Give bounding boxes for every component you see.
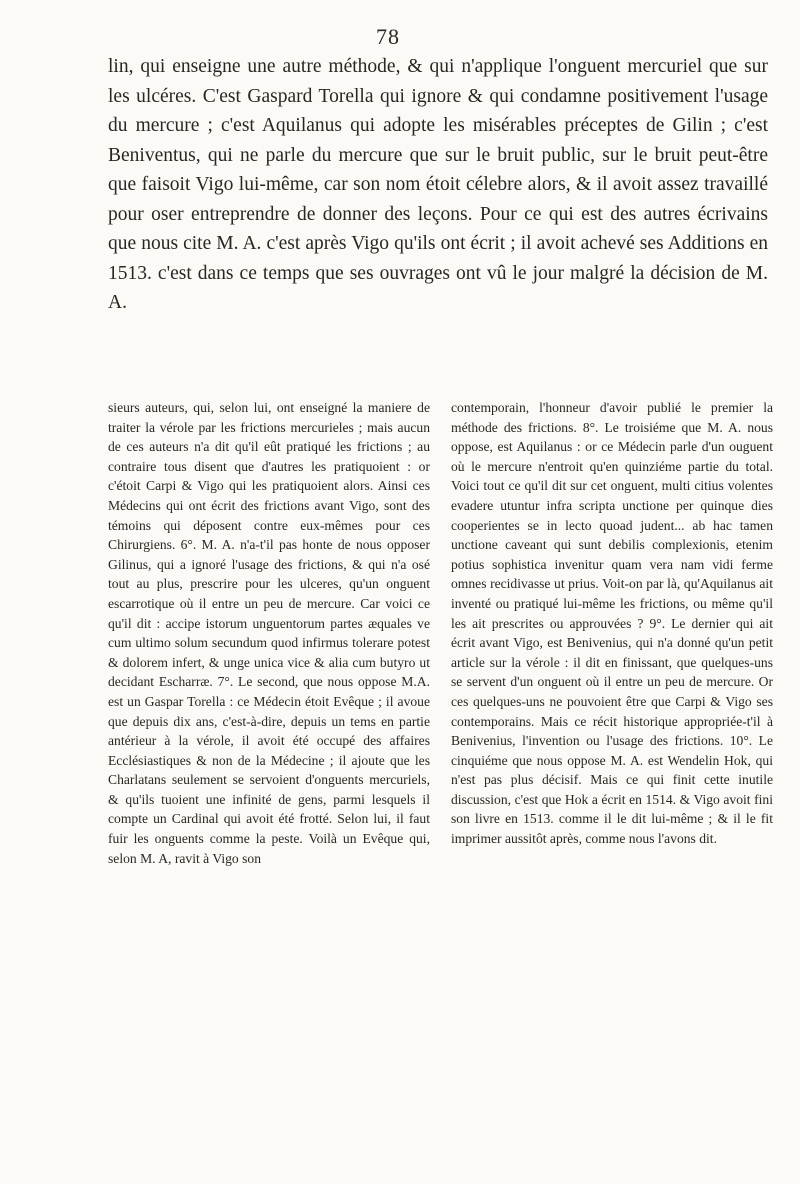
page-number: 78 [376,24,400,49]
left-column [108,398,430,868]
two-column-footnote [108,398,773,868]
right-column-text: contemporain, l'honneur d'avoir publié le premier la méthode des frictions. 8°. Le troisiéme que M. A. nous oppose, est Aquilanus : or ce Médecin parle d'un ouguent où le mercure n'entroit qu'en quinziéme partie du total. Voici tout ce qu'il dit sur cet onguent, multi citius volentes evadere utuntur infra scripta unctione per quinque dies cooperientes se in lecto quoad judent... ab hac tamen unctione caveant qui sunt debilis complexionis, etenim potius sophistica invenitur quam vera nam vidi ferme omnes recidivasse ut prius. Voit-on par là, qu'Aquilanus ait inventé ou pratiqué lui-même les frictions, ou même qu'il les ait prescrites ou approuvées ? 9°. Le dernier qui ait écrit avant Vigo, est Benivenius, qui n'a donné qu'un petit article sur la vérole : il dit en finissant, que quelques-uns se servent d'un onguent où il entre un peu de mercure. Or ces quelques-uns ne pouvoient être que Carpi & Vigo ses contemporains. Mais ce récit historique appropriée-t'il à Benivenius, l'invention ou l'usage des frictions. 10°. Le cinquiéme que nous oppose M. A. est Wendelin Hok, qui n'est pas plus décisif. Mais ce qui finit cette inutile discussion, c'est que Hok a écrit en 1514. & Vigo avoit fini son livre en 1513. comme il le dit lui-même ; & il le fit imprimer aussitôt après, comme nous l'avons dit. [451,400,773,847]
right-column [451,398,773,868]
left-column-text: sieurs auteurs, qui, selon lui, ont enseigné la maniere de traiter la vérole par les frictions mercurieles ; mais aucun de ces auteurs n'a dit qu'il eût pratiqué les frictions ; au contraire tous disent que d'autres les pratiquoient : or c'étoit Carpi & Vigo qui les pratiquoient alors. Ainsi ces Médecins qui ont écrit des frictions avant Vigo, sont des témoins qui déposent contre eux-mêmes pour ces Chirurgiens. 6°. M. A. n'a-t'il pas honte de nous opposer Gilinus, qui a ignoré l'usage des frictions, & qui n'a osé tout au plus, prescrire pour les ulceres, qu'un onguent escarrotique où il entre un peu de mercure. Car voici ce qu'il dit : accipe istorum unguentorum partes æquales ve cum ultimo solum secundum quod infirmus tolerare potest & dolorem infert, & unge unica vice & alia cum butyro ut decidant Escharræ. 7°. Le second, que nous oppose M.A. est un Gaspar Torella : ce Médecin étoit Evêque ; il avoue que depuis dix ans, c'est-à-dire, depuis un tems en partie antérieur à la vérole, il avoit été occupé des affaires Ecclésiastiques & non de la Médecine ; il ajoute que les Charlatans seulement se servoient d'onguents mercuriels, & qu'ils tuoient une infinité de gens, parmi lesquels il compte un Cardinal qui avoit été frotté. Selon lui, il faut fuir les onguents comme la peste. Voilà un Evêque qui, selon M. A, ravit à Vigo son [108,400,430,866]
intro-text: lin, qui enseigne une autre méthode, & qui n'applique l'onguent mercuriel que sur les ulcéres. C'est Gaspard Torella qui ignore & qui condamne positivement l'usage du mercure ; c'est Aquilanus qui adopte les misérables préceptes de Gilin ; c'est Beniventus, qui ne parle du mercure que sur le bruit public, sur le bruit peut-être que faisoit Vigo lui-même, car son nom étoit célebre alors, & il avoit assez travaillé pour oser entreprendre de donner des leçons. Pour ce qui est des autres écrivains que nous cite M. A. c'est après Vigo qu'ils ont écrit ; il avoit achevé ses Additions en 1513. c'est dans ce temps que ses ouvrages ont vû le jour malgré la décision de M. A. [108,56,768,313]
intro-paragraph [108,52,768,318]
